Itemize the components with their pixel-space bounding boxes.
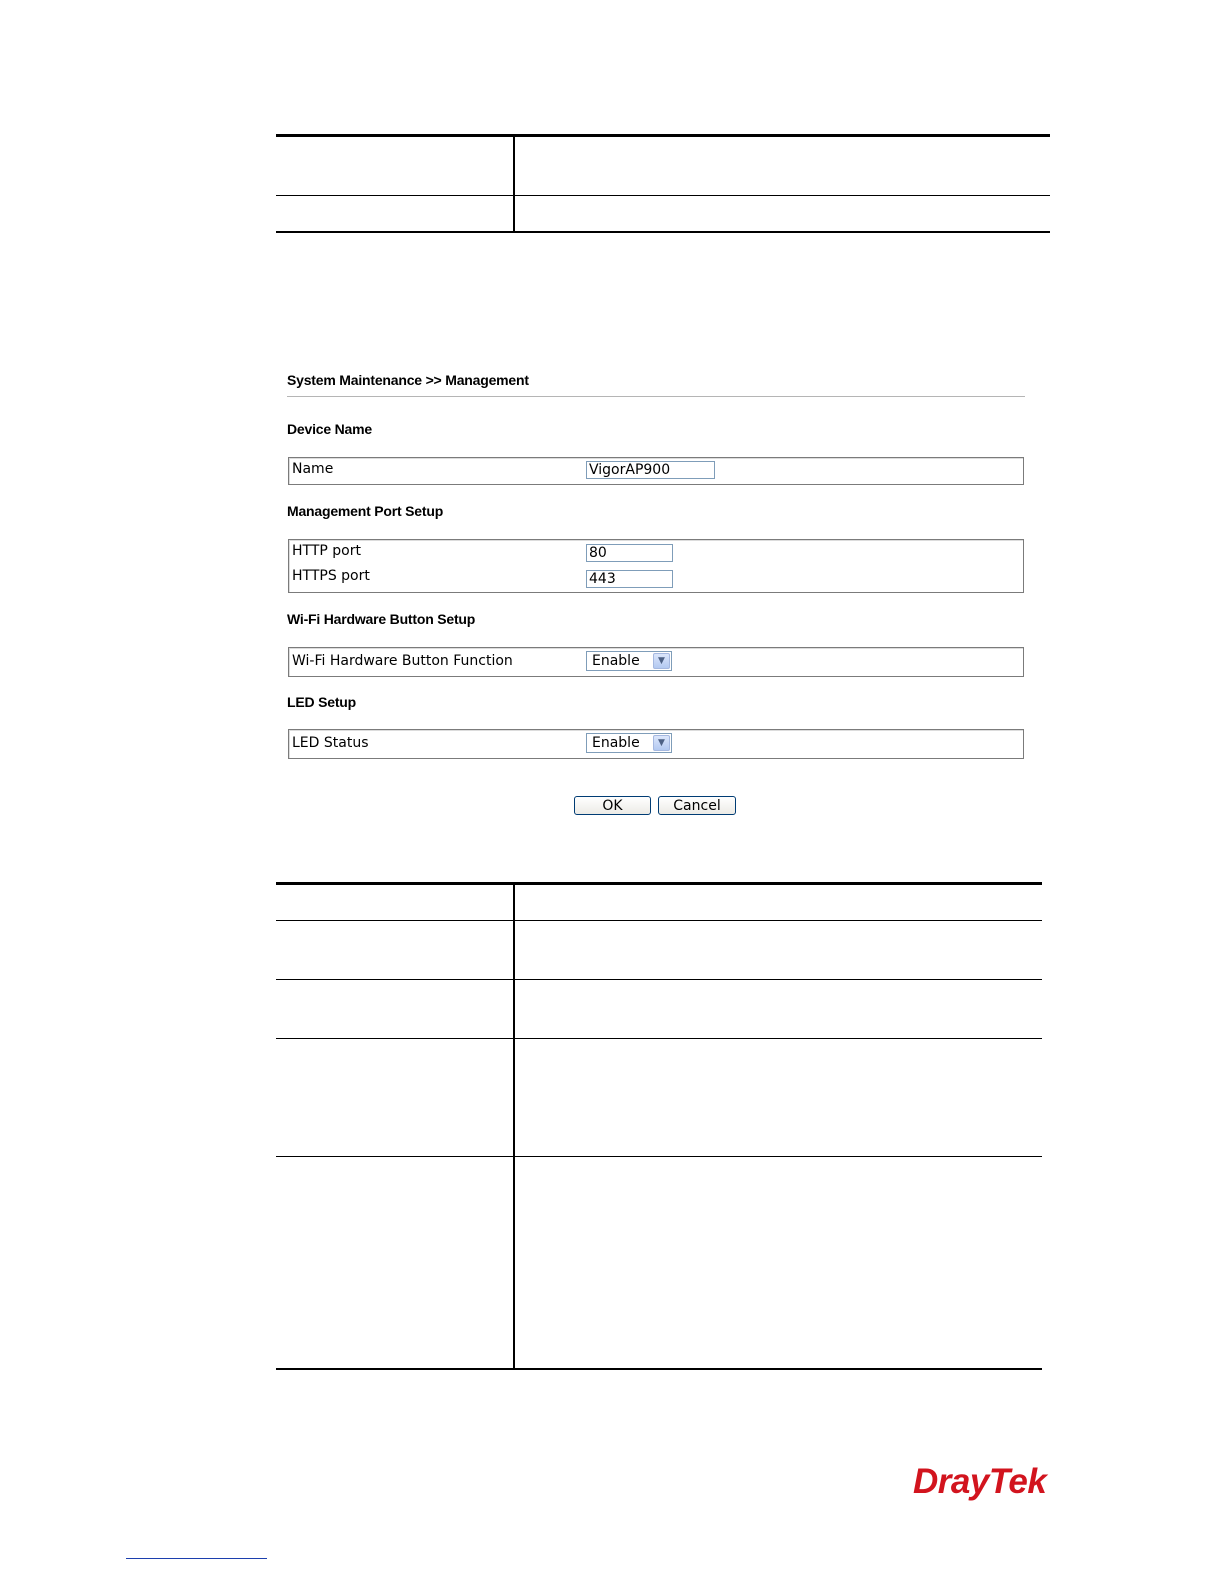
table-row [276,196,1050,233]
management-port-box [288,539,1024,593]
name-input[interactable] [586,461,715,479]
led-status-value: Enable [592,735,640,751]
name-row [289,458,1023,484]
doc-table-bottom [276,882,1042,1370]
chevron-down-icon[interactable]: ▼ [653,653,670,669]
https-port-input[interactable] [586,570,673,588]
table-row [276,980,1042,1039]
wifi-function-row [289,648,1023,674]
device-name-box [288,457,1024,485]
table-row [276,921,1042,980]
http-port-label: HTTP port [292,543,361,559]
name-label: Name [292,461,334,477]
management-port-title: Management Port Setup [287,503,444,519]
wifi-function-select[interactable] [586,651,672,671]
table-row [276,136,1050,196]
wifi-function-label: Wi-Fi Hardware Button Function [292,653,513,669]
led-setup-box [288,729,1024,759]
table-row [276,884,1042,921]
doc-table-top [276,134,1050,233]
table-row [276,1157,1042,1370]
footer-divider [126,1558,267,1559]
led-setup-title: LED Setup [287,694,356,710]
device-name-title: Device Name [287,421,372,437]
table-row [276,1039,1042,1157]
wifi-button-title: Wi-Fi Hardware Button Setup [287,611,476,627]
page-title: System Maintenance >> Management [287,370,1025,397]
https-port-label: HTTPS port [292,568,370,584]
management-panel [287,370,1025,814]
draytek-logo: DrayTek [913,1462,1047,1501]
http-port-row [289,540,1023,566]
http-port-input[interactable] [586,544,673,562]
cancel-button[interactable]: Cancel [658,796,736,815]
chevron-down-icon[interactable]: ▼ [653,735,670,751]
led-status-label: LED Status [292,735,369,751]
wifi-button-box [288,647,1024,677]
https-port-row [289,566,1023,592]
led-status-select[interactable] [586,733,672,753]
wifi-function-value: Enable [592,653,640,669]
led-status-row [289,730,1023,756]
ok-button[interactable]: OK [574,796,651,815]
